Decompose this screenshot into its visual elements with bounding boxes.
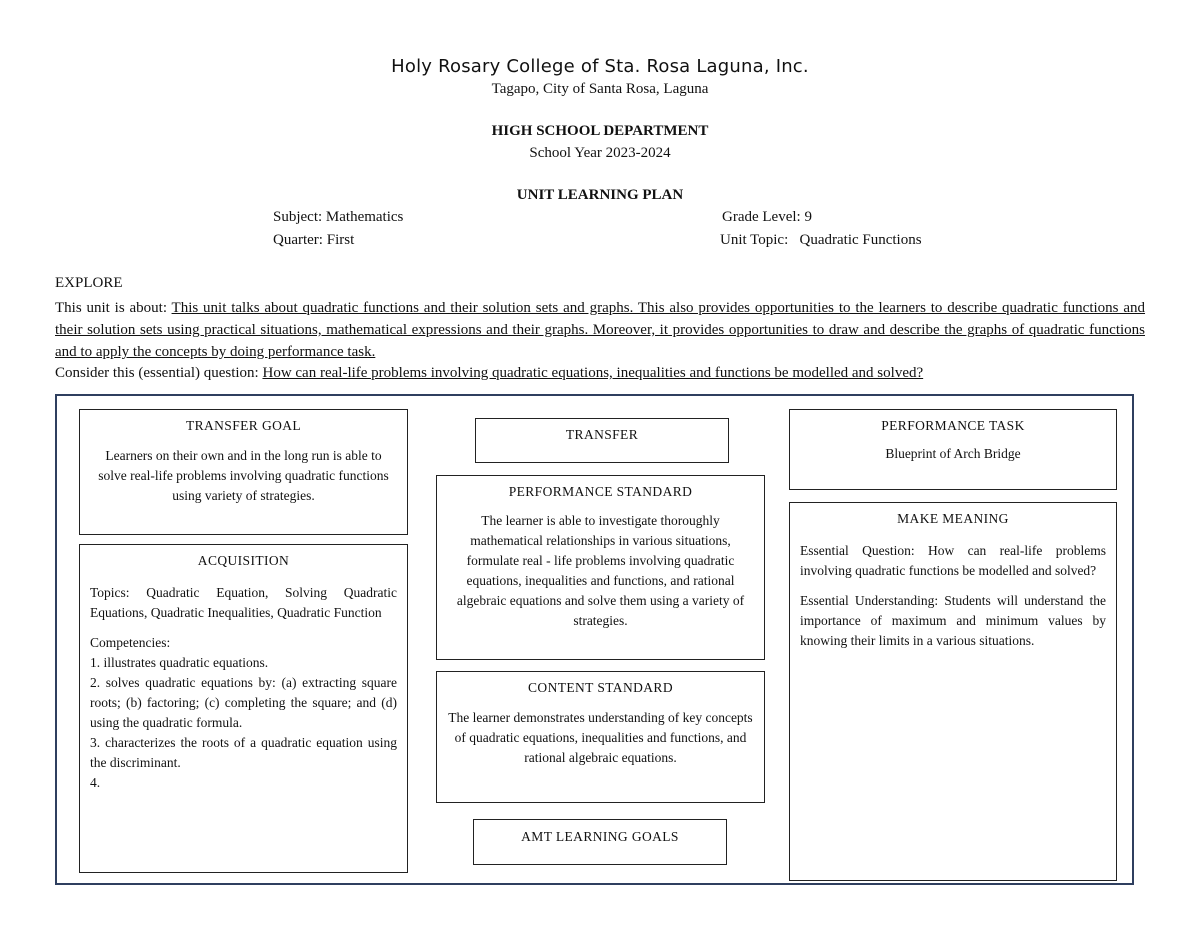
acquisition-topics: Topics: Quadratic Equation, Solving Quadratic Equations, Quadratic Inequalities, Quadratic Function xyxy=(90,585,397,620)
plan-title: UNIT LEARNING PLAN xyxy=(516,187,684,203)
competency-item: 3. characterizes the roots of a quadratic equation using the discriminant. xyxy=(90,735,397,770)
question-text: How can real-life problems involving quadratic equations, inequalities and functions be modelled and solved? xyxy=(262,365,924,381)
grade-level-field: Grade Level: 9 xyxy=(722,209,812,225)
performance-task-text: Blueprint of Arch Bridge xyxy=(885,446,1021,461)
about-label: This unit is about: xyxy=(55,300,172,316)
question-label: Consider this (essential) question: xyxy=(55,365,263,381)
school-address: Tagapo, City of Santa Rosa, Laguna xyxy=(491,81,709,97)
make-meaning-title: MAKE MEANING xyxy=(897,511,1009,526)
school-name: Holy Rosary College of Sta. Rosa Laguna, Inc. xyxy=(391,56,809,77)
department-heading: HIGH SCHOOL DEPARTMENT xyxy=(491,123,709,139)
transfer-goal-text: Learners on their own and in the long run is able to solve real-life problems involving quadratic functions using variety of strategies. xyxy=(98,448,389,503)
competency-item: 1. illustrates quadratic equations. xyxy=(90,655,269,670)
subject-field: Subject: Mathematics xyxy=(273,209,404,225)
content-standard-box xyxy=(436,671,765,803)
performance-task-title: PERFORMANCE TASK xyxy=(881,418,1025,433)
performance-task-box xyxy=(789,409,1117,490)
transfer-title: TRANSFER xyxy=(565,427,639,442)
school-year: School Year 2023-2024 xyxy=(529,145,671,161)
competency-item: 2. solves quadratic equations by: (a) extracting square roots; (b) factoring; (c) completing the square; and (d) using the quadratic formula. xyxy=(90,675,397,730)
amt-learning-goals-box xyxy=(473,819,727,865)
make-meaning-box xyxy=(789,502,1117,881)
quarter-field: Quarter: First xyxy=(273,232,355,248)
transfer-goal-box xyxy=(79,409,408,535)
performance-standard-text: The learner is able to investigate thoroughly mathematical relationships in various situations, formulate real - life problems involving quadratic equations, inequalities and functions, and rational algebraic equations and solve them using a variety of strategies. xyxy=(456,513,745,628)
essential-understanding-text: Essential Understanding: Students will understand the importance of maximum and minimum values by knowing their limits in a various situations. xyxy=(800,593,1106,648)
explore-heading: EXPLORE xyxy=(55,275,123,291)
essential-question-line xyxy=(55,365,923,382)
about-text: This unit talks about quadratic functions and their solution sets and graphs. This also provides opportunities to the learners to describe quadratic functions and their solution sets using practical situations, mathematical expressions and their graphs. Moreover, it provides opportunities to draw and describe the graphs of quadratic functions and to apply the concepts by doing performance task. xyxy=(55,300,1146,360)
essential-question-text: Essential Question: How can real-life problems involving quadratic functions be modelled and solved? xyxy=(800,543,1106,578)
transfer-box xyxy=(475,418,729,463)
performance-standard-title: PERFORMANCE STANDARD xyxy=(508,484,693,499)
transfer-goal-title: TRANSFER GOAL xyxy=(185,418,302,433)
acquisition-box xyxy=(79,544,408,873)
content-standard-text: The learner demonstrates understanding of key concepts of quadratic equations, inequalities and functions, and rational algebraic equations. xyxy=(448,710,753,765)
performance-standard-box xyxy=(436,475,765,660)
unit-topic-field: Unit Topic: Quadratic Functions xyxy=(720,232,922,248)
competency-item: 4. xyxy=(90,775,101,790)
acquisition-title: ACQUISITION xyxy=(197,553,290,568)
competencies-label: Competencies: xyxy=(90,635,171,650)
unit-about-paragraph xyxy=(55,297,1145,363)
content-standard-title: CONTENT STANDARD xyxy=(528,680,673,695)
amt-learning-goals-title: AMT LEARNING GOALS xyxy=(521,829,679,844)
